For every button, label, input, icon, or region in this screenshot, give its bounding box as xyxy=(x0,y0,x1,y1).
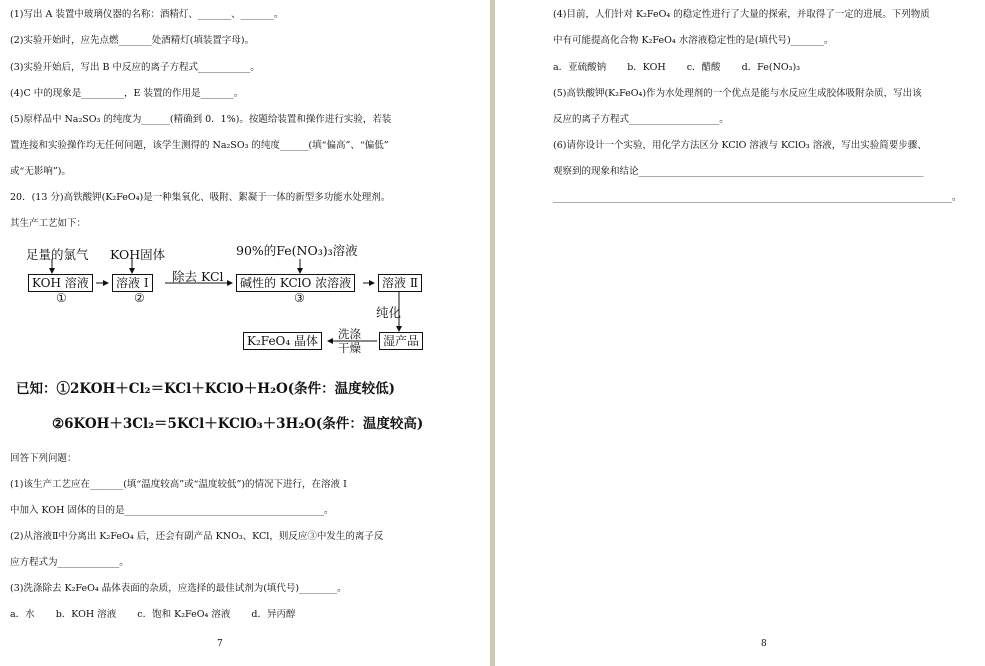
question-5-line3: 或“无影响”)。 xyxy=(10,166,71,177)
subquestion-6-line3: ____________________________________________________________________________________。 xyxy=(553,192,962,203)
option-a: a．亚硫酸钠 xyxy=(553,62,607,73)
box-wet-product: 湿产品 xyxy=(379,332,423,350)
label-wash: 洗涤 xyxy=(338,327,361,341)
box-kclo-solution: 碱性的 KClO 浓溶液 xyxy=(236,274,355,292)
option-c: c．饱和 K₂FeO₄ 溶液 xyxy=(137,609,231,620)
label-koh-solid: KOH固体 xyxy=(110,247,166,262)
subquestion-2-line1: (2)从溶液Ⅱ中分离出 K₂FeO₄ 后，还会有副产品 KNO₃、KCl，则反应③中发生的离子反 xyxy=(10,531,384,542)
subquestion-2-line2: 应方程式为_____________。 xyxy=(10,557,129,568)
known-reaction-1: 已知：①2KOH＋Cl₂＝KCl＋KClO＋H₂O(条件：温度较低) xyxy=(16,381,396,397)
question-5-line2: 置连接和实验操作均无任何问题，该学生测得的 Na₂SO₃ 的纯度______(填“偏高”、“偏低” xyxy=(10,140,389,151)
box-solution-1: 溶液 Ⅰ xyxy=(112,274,153,292)
step-1-marker: ① xyxy=(56,291,67,305)
subquestion-5-line2: 反应的离子方程式___________________。 xyxy=(553,114,729,125)
label-dry: 干燥 xyxy=(338,341,361,355)
subquestion-4-line2: 中有可能提高化合物 K₂FeO₄ 水溶液稳定性的是(填代号)_______。 xyxy=(553,35,834,46)
label-remove-kcl: 除去 KCl xyxy=(172,269,224,284)
subquestion-4-line1: (4)目前，人们针对 K₂FeO₄ 的稳定性进行了大量的探索，并取得了一定的进展。下列物质 xyxy=(553,9,930,20)
problem-20-intro: 20．(13 分)高铁酸钾(K₂FeO₄)是一种集氧化、吸附、絮凝于一体的新型多功能水处理剂。 xyxy=(10,192,391,203)
option-b: b．KOH 溶液 xyxy=(55,609,117,620)
known-reaction-2: ②6KOH＋3Cl₂＝5KCl＋KClO₃＋3H₂O(条件：温度较高) xyxy=(52,416,424,432)
process-flowchart xyxy=(10,235,460,365)
step-3-marker: ③ xyxy=(294,291,305,305)
option-c: c．醋酸 xyxy=(686,62,721,73)
option-b: b．KOH xyxy=(627,62,666,73)
question-2: (2)实验开始时，应先点燃_______处酒精灯(填装置字母)。 xyxy=(10,35,255,46)
answer-prompt: 回答下列问题： xyxy=(10,453,77,464)
subquestion-4-options xyxy=(553,61,818,74)
question-5-line1: (5)原样品中 Na₂SO₃ 的纯度为______(精确到 0．1%)。按题给装置和操作进行实验，若装 xyxy=(10,114,392,125)
option-d: d．异丙醇 xyxy=(251,609,296,620)
box-k2feo4-crystal: K₂FeO₄ 晶体 xyxy=(243,332,322,350)
subquestion-1-line1: (1)该生产工艺应在_______(填“温度较高”或“温度较低”)的情况下进行，在溶液 I xyxy=(10,479,347,490)
subquestion-3: (3)洗涤除去 K₂FeO₄ 晶体表面的杂质，应选择的最佳试剂为(填代号)________。 xyxy=(10,583,347,594)
right-page xyxy=(495,0,985,666)
subquestion-3-options xyxy=(10,608,313,621)
label-fe-nitrate: 90%的Fe(NO₃)₃溶液 xyxy=(236,243,358,258)
process-intro: 其生产工艺如下： xyxy=(10,218,87,229)
question-4: (4)C 中的现象是_________，E 装置的作用是_______。 xyxy=(10,88,244,99)
subquestion-6-line1: (6)请你设计一个实验，用化学方法区分 KClO 溶液与 KClO₃ 溶液，写出实验简要步骤、 xyxy=(553,140,927,151)
option-d: d．Fe(NO₃)₃ xyxy=(741,62,800,73)
subquestion-5-line1: (5)高铁酸钾(K₂FeO₄)作为水处理剂的一个优点是能与水反应生成胶体吸附杂质，写出该 xyxy=(553,88,922,99)
box-koh-solution: KOH 溶液 xyxy=(28,274,93,292)
box-solution-2: 溶液 Ⅱ xyxy=(378,274,422,292)
left-page xyxy=(0,0,490,666)
label-purify: 纯化 xyxy=(376,305,402,320)
page-number: 8 xyxy=(761,639,767,649)
step-2-marker: ② xyxy=(134,291,145,305)
page-number: 7 xyxy=(217,639,223,649)
option-a: a．水 xyxy=(10,609,35,620)
subquestion-1-line2: 中加入 KOH 固体的目的是__________________________________________。 xyxy=(10,505,334,516)
label-chlorine: 足量的氯气 xyxy=(26,247,89,262)
question-1: (1)写出 A 装置中玻璃仪器的名称：酒精灯、_______、_______。 xyxy=(10,9,284,20)
question-3: (3)实验开始后，写出 B 中反应的离子方程式___________。 xyxy=(10,62,260,73)
subquestion-6-line2: 观察到的现象和结论____________________________________________________________ xyxy=(553,166,924,177)
